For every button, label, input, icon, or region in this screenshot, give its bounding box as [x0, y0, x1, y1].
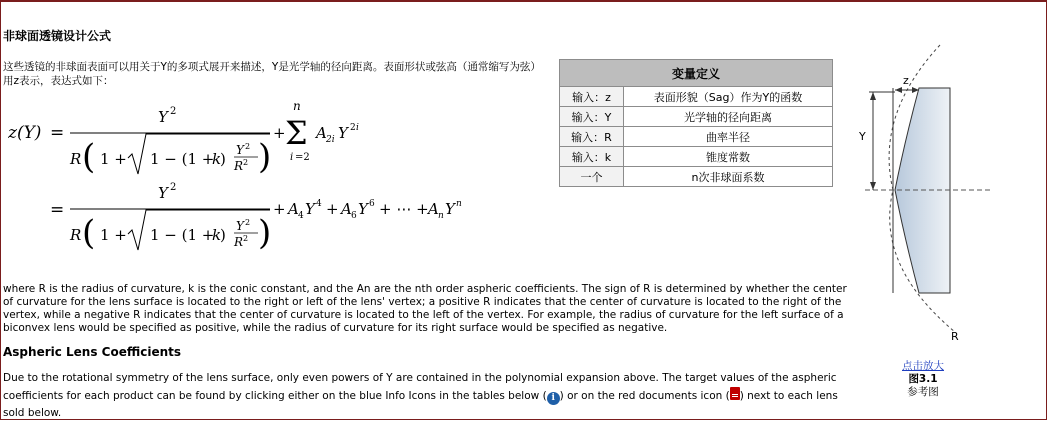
svg-text:1 +: 1 + — [100, 226, 127, 244]
svg-text:+: + — [273, 124, 286, 142]
svg-text:2: 2 — [245, 142, 251, 151]
svg-text:Y: Y — [158, 184, 168, 202]
svg-text:k: k — [212, 226, 222, 244]
svg-text:n: n — [456, 199, 462, 209]
asphere-formula — [8, 98, 548, 273]
svg-text:R: R — [70, 226, 82, 244]
r-label: R — [951, 330, 959, 343]
table-row — [560, 127, 833, 147]
svg-text:R: R — [70, 150, 82, 168]
svg-text:2i: 2i — [326, 135, 335, 145]
document-icon[interactable] — [730, 387, 740, 400]
svg-text:i: i — [290, 152, 294, 163]
svg-text:Σ: Σ — [285, 114, 308, 152]
svg-text:+: + — [326, 200, 339, 218]
svg-text:6: 6 — [351, 211, 357, 221]
svg-text:Y: Y — [236, 143, 244, 157]
variable-description: 表面形貌（Sag）作为Y的函数 — [624, 87, 833, 107]
svg-text:z(Y): z(Y) — [8, 123, 42, 143]
svg-text:Y: Y — [358, 200, 368, 218]
svg-text:(: ( — [82, 213, 96, 253]
svg-text:1 − (1 +: 1 − (1 + — [150, 150, 215, 168]
variable-description: 曲率半径 — [624, 127, 833, 147]
svg-text:Y: Y — [158, 108, 168, 126]
variable-name: 输入：k — [560, 147, 624, 167]
svg-text:A: A — [428, 200, 439, 218]
variable-name: 输入：R — [560, 127, 624, 147]
figure-number: 图3.1 — [908, 373, 938, 385]
figure-note: 参考图 — [907, 386, 939, 398]
svg-text:): ) — [258, 137, 272, 177]
svg-text:A: A — [341, 200, 352, 218]
table-header: 变量定义 — [560, 60, 833, 87]
info-icon[interactable]: i — [547, 392, 560, 405]
svg-text:2: 2 — [350, 123, 356, 133]
svg-text:1 − (1 +: 1 − (1 + — [150, 226, 215, 244]
svg-text:6: 6 — [369, 199, 375, 209]
svg-text:+ ⋯ +: + ⋯ + — [379, 200, 429, 218]
svg-text:R: R — [234, 235, 244, 249]
svg-text:k: k — [212, 150, 222, 168]
paragraph-text: ) or on the red documents icon ( — [559, 390, 730, 402]
svg-text:2: 2 — [245, 218, 251, 227]
curvature-explanation: where R is the radius of curvature, k is the conic constant, and the An are the nth order aspheric coefficients. The sign of R is determined by whether the center of curvature for the lens surface is located to the right or left of the lens' vertex; a positive R indicates that the center of curvature is located to the right of the vertex, while a negative R indicates that the center of curvature is located to the left of the vertex. For example, the radius of curvature for the left surface of a biconvex lens would be specified as positive, while the radius of curvature for its right surface would be specified as negative. — [3, 283, 847, 334]
svg-text:=: = — [50, 123, 65, 143]
svg-text:n: n — [293, 99, 301, 113]
table-row — [560, 147, 833, 167]
svg-text:A: A — [316, 124, 327, 142]
variable-name: 输入：Y — [560, 107, 624, 127]
section-heading: Aspheric Lens Coefficients — [3, 345, 182, 359]
svg-text:R: R — [234, 159, 244, 173]
variable-table — [559, 59, 833, 187]
svg-text:Y: Y — [236, 219, 244, 233]
svg-text:4: 4 — [298, 211, 304, 221]
paragraph-text: ) next to each lens sold below. — [3, 390, 838, 419]
table-row — [560, 107, 833, 127]
enlarge-link[interactable]: 点击放大 — [902, 360, 944, 372]
svg-text:Y: Y — [305, 200, 315, 218]
svg-text:2: 2 — [243, 158, 249, 167]
svg-text:): ) — [220, 226, 226, 244]
y-label: Y — [859, 130, 866, 143]
svg-text:2: 2 — [170, 182, 177, 193]
variable-name: 一个 — [560, 167, 624, 187]
z-label: z — [903, 74, 909, 87]
svg-text:Y: Y — [445, 200, 455, 218]
intro-text: 这些透镜的非球面表面可以用关于Y的多项式展开来描述，Y是光学轴的径向距离。表面形状或弦高（通常缩写为弦）用z表示，表达式如下： — [3, 61, 541, 87]
table-row — [560, 167, 833, 187]
svg-text:4: 4 — [316, 199, 322, 209]
svg-text:2: 2 — [170, 106, 177, 117]
svg-text:=: = — [50, 200, 65, 220]
coefficients-paragraph — [3, 370, 843, 422]
variable-description: 锥度常数 — [624, 147, 833, 167]
svg-text:2: 2 — [243, 234, 249, 243]
lens-diagram — [855, 40, 995, 345]
svg-text:=2: =2 — [295, 152, 310, 163]
paragraph-text: Due to the rotational symmetry of the lens surface, only even powers of Y are contained in the polynomial expansion above. The target values of the aspheric coefficients for each product can be found by clicking either on the blue Info Icons in the tables below ( — [3, 372, 837, 402]
table-row — [560, 87, 833, 107]
variable-name: 输入：z — [560, 87, 624, 107]
variable-description: n次非球面系数 — [624, 167, 833, 187]
svg-text:n: n — [438, 211, 444, 221]
svg-text:1 +: 1 + — [100, 150, 127, 168]
svg-text:i: i — [356, 123, 359, 133]
svg-text:A: A — [288, 200, 299, 218]
svg-text:+: + — [273, 200, 286, 218]
page-title: 非球面透镜设计公式 — [3, 29, 112, 43]
variable-description: 光学轴的径向距离 — [624, 107, 833, 127]
figure-caption — [880, 360, 966, 399]
svg-text:): ) — [258, 213, 272, 253]
svg-text:(: ( — [82, 137, 96, 177]
svg-text:Y: Y — [338, 124, 348, 142]
svg-text:): ) — [220, 150, 226, 168]
